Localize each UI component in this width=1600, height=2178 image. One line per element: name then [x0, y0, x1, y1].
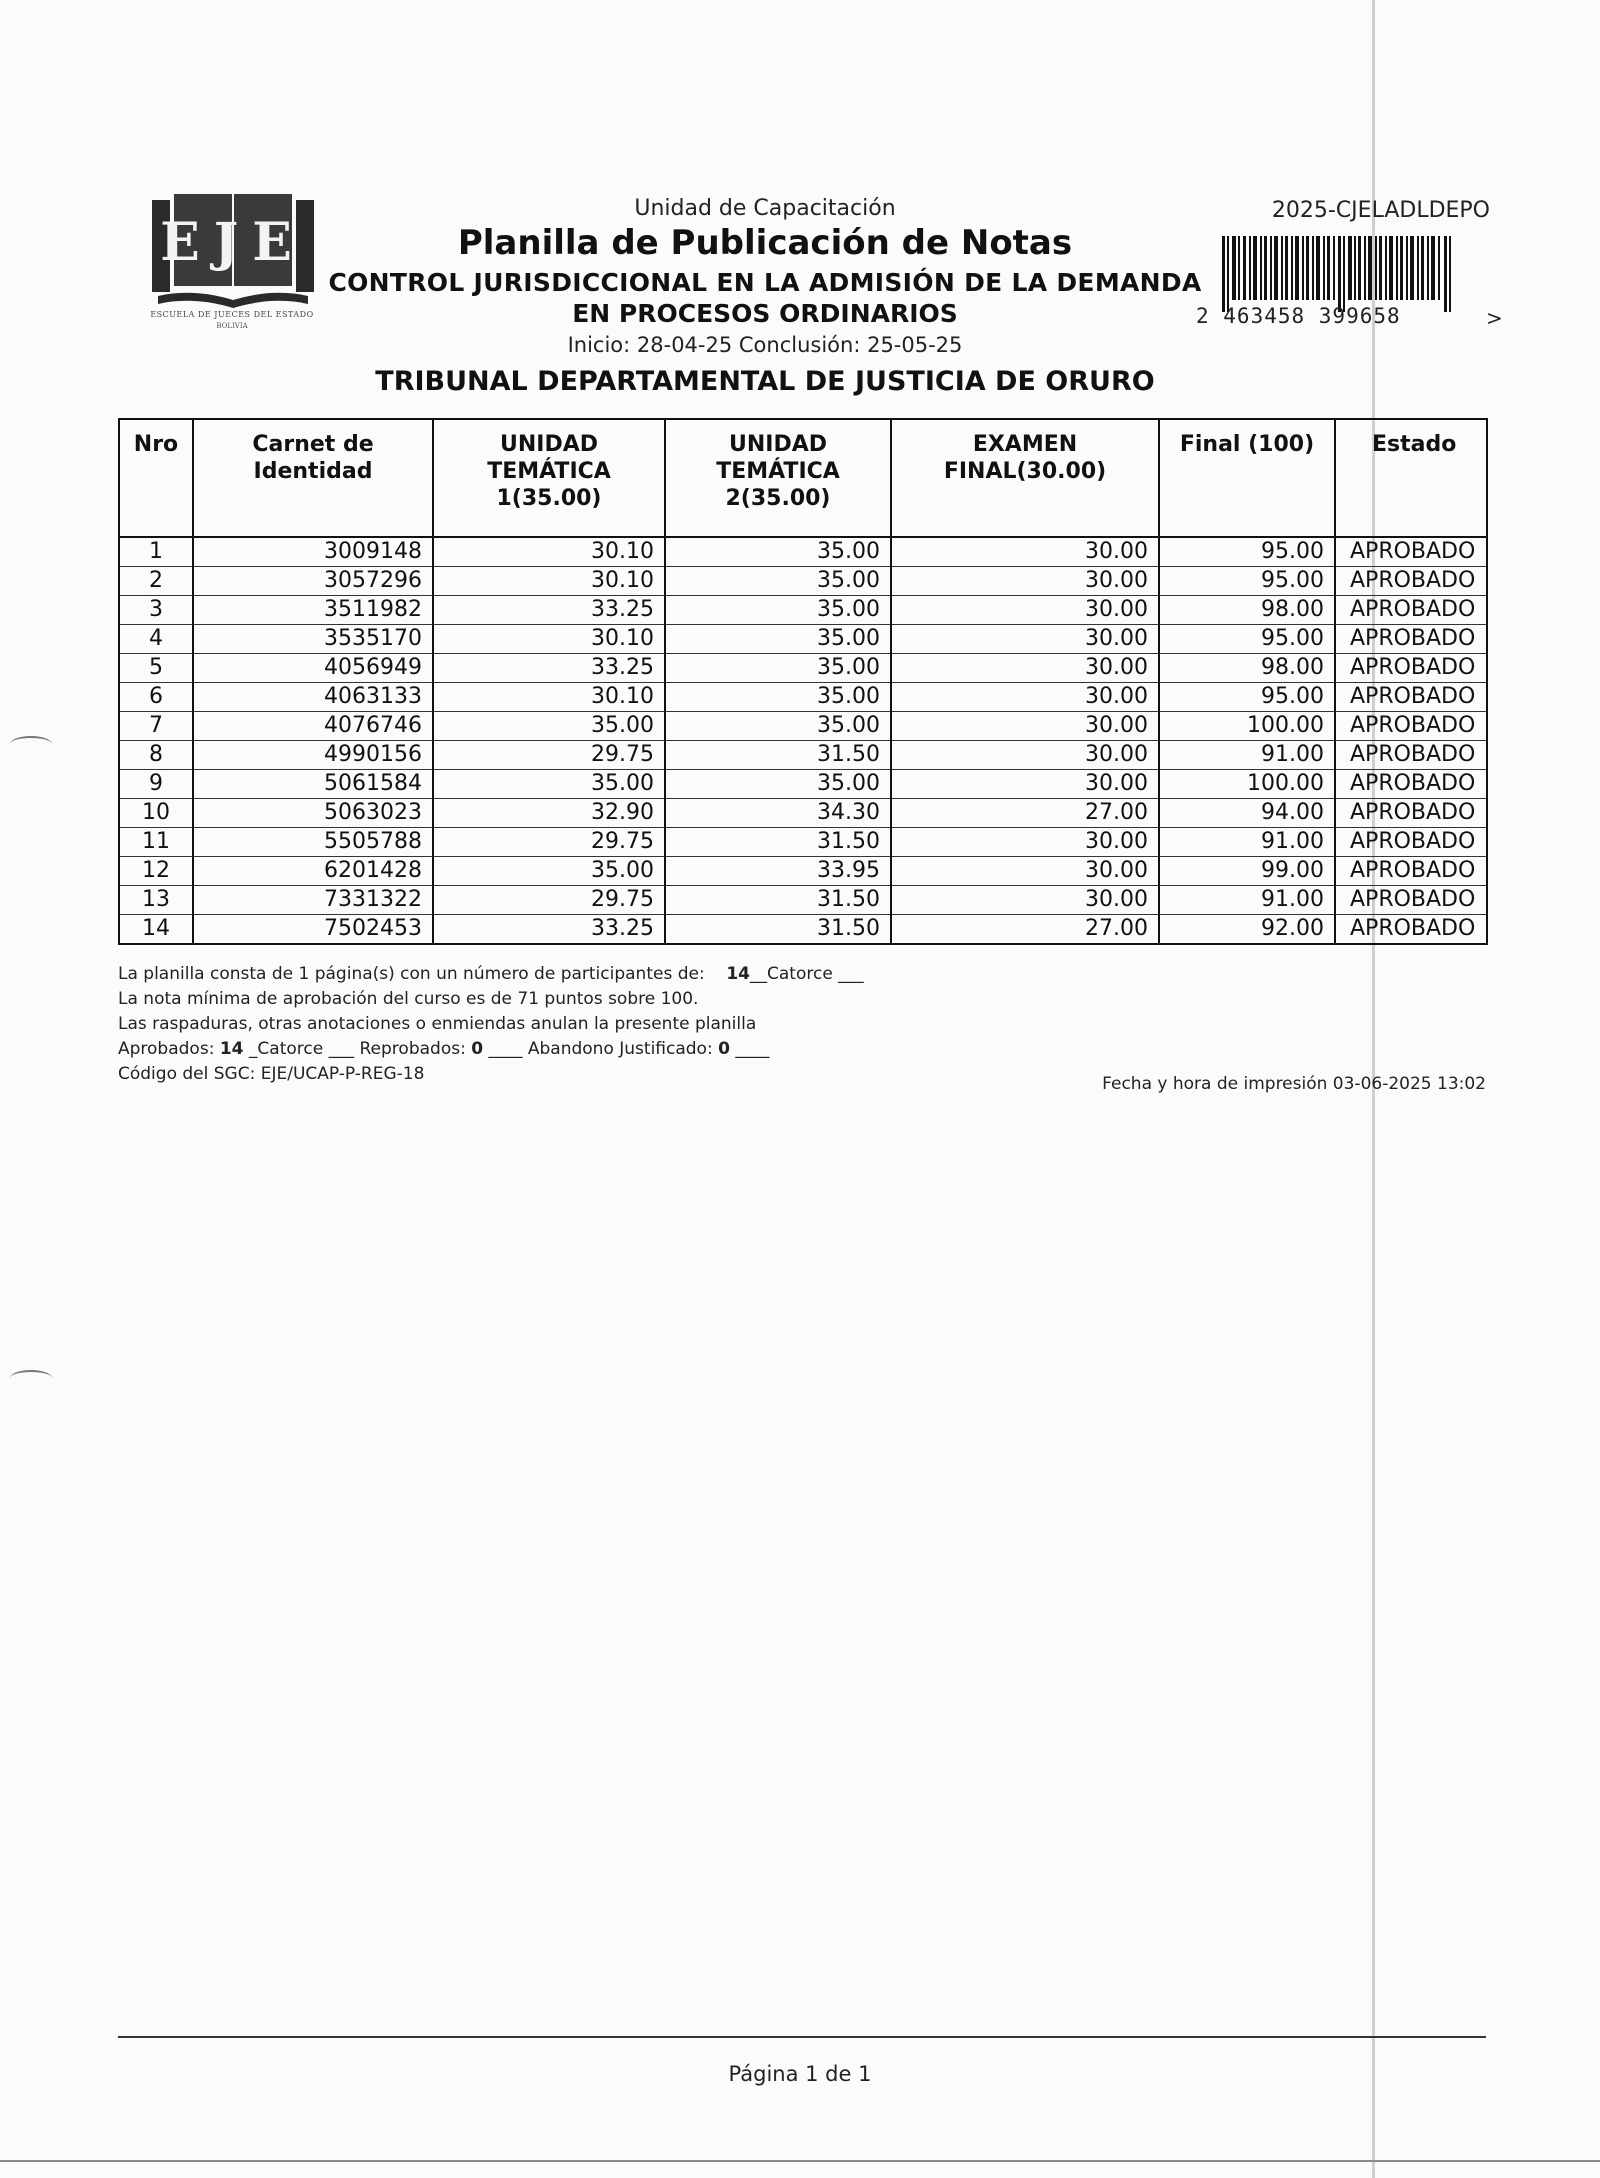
cell-carnet: 3057296	[193, 567, 433, 596]
cell-unidad-2: 35.00	[665, 683, 891, 712]
table-row	[119, 857, 1487, 886]
participants-note: La planilla consta de 1 página(s) con un número de participantes de: 14__Catorce ___	[118, 964, 864, 984]
cell-estado: APROBADO	[1335, 770, 1487, 799]
table-row	[119, 770, 1487, 799]
table-row	[119, 741, 1487, 770]
cell-estado: APROBADO	[1335, 625, 1487, 654]
aprobados-label: Aprobados:	[118, 1039, 215, 1059]
cell-carnet: 3009148	[193, 537, 433, 567]
cell-unidad-2: 35.00	[665, 567, 891, 596]
cell-estado: APROBADO	[1335, 828, 1487, 857]
cell-nro: 4	[119, 625, 193, 654]
cell-final: 91.00	[1159, 741, 1335, 770]
cell-examen: 30.00	[891, 596, 1159, 625]
tribunal-name: TRIBUNAL DEPARTAMENTAL DE JUSTICIA DE ORURO	[375, 366, 1155, 397]
cell-carnet: 4063133	[193, 683, 433, 712]
cell-unidad-1: 35.00	[433, 770, 665, 799]
cell-examen: 30.00	[891, 683, 1159, 712]
cell-carnet: 4056949	[193, 654, 433, 683]
cell-unidad-1: 30.10	[433, 625, 665, 654]
table-row	[119, 654, 1487, 683]
course-title-line2: EN PROCESOS ORDINARIOS	[572, 299, 958, 328]
cell-carnet: 3535170	[193, 625, 433, 654]
page-title: Planilla de Publicación de Notas	[457, 223, 1073, 263]
cell-nro: 1	[119, 537, 193, 567]
course-dates: Inicio: 28-04-25 Conclusión: 25-05-25	[567, 333, 963, 357]
cell-carnet: 5063023	[193, 799, 433, 828]
cell-nro: 11	[119, 828, 193, 857]
cell-unidad-1: 33.25	[433, 596, 665, 625]
table-row	[119, 537, 1487, 567]
cell-examen: 30.00	[891, 886, 1159, 915]
cell-final: 100.00	[1159, 770, 1335, 799]
cell-final: 100.00	[1159, 712, 1335, 741]
col-header-nro: Nro	[119, 419, 193, 537]
cell-unidad-2: 33.95	[665, 857, 891, 886]
minimum-grade-note: La nota mínima de aprobación del curso es de 71 puntos sobre 100.	[118, 989, 699, 1009]
col-header-unidad-2: UNIDAD TEMÁTICA 2(35.00)	[665, 419, 891, 537]
logo-motto: ESCUELA DE JUECES DEL ESTADO	[150, 310, 314, 319]
cell-final: 92.00	[1159, 915, 1335, 945]
cell-unidad-2: 35.00	[665, 596, 891, 625]
cell-unidad-1: 30.10	[433, 537, 665, 567]
table-header-row	[119, 419, 1487, 537]
cell-final: 94.00	[1159, 799, 1335, 828]
participants-count: 14	[726, 964, 750, 984]
cell-nro: 8	[119, 741, 193, 770]
cell-unidad-1: 35.00	[433, 712, 665, 741]
cell-estado: APROBADO	[1335, 712, 1487, 741]
cell-carnet: 7331322	[193, 886, 433, 915]
table-row	[119, 567, 1487, 596]
cell-final: 95.00	[1159, 683, 1335, 712]
participants-note-text: La planilla consta de 1 página(s) con un número de participantes de:	[118, 964, 705, 984]
cell-carnet: 6201428	[193, 857, 433, 886]
cell-examen: 30.00	[891, 770, 1159, 799]
col-header-carnet: Carnet de Identidad	[193, 419, 433, 537]
cell-nro: 7	[119, 712, 193, 741]
cell-unidad-2: 31.50	[665, 828, 891, 857]
cell-unidad-2: 35.00	[665, 654, 891, 683]
cell-examen: 30.00	[891, 857, 1159, 886]
col-header-estado: Estado	[1335, 419, 1487, 537]
table-row	[119, 886, 1487, 915]
punch-hole-mark	[10, 1370, 52, 1386]
cell-estado: APROBADO	[1335, 683, 1487, 712]
cell-examen: 30.00	[891, 625, 1159, 654]
cell-examen: 30.00	[891, 712, 1159, 741]
cell-unidad-1: 33.25	[433, 915, 665, 945]
cell-carnet: 7502453	[193, 915, 433, 945]
cell-estado: APROBADO	[1335, 915, 1487, 945]
cell-examen: 30.00	[891, 741, 1159, 770]
participants-count-word: Catorce	[767, 964, 833, 984]
cell-final: 98.00	[1159, 654, 1335, 683]
cell-estado: APROBADO	[1335, 654, 1487, 683]
cell-final: 99.00	[1159, 857, 1335, 886]
aprobados-word: Catorce	[257, 1039, 324, 1059]
cell-unidad-1: 29.75	[433, 741, 665, 770]
footer-divider	[118, 2036, 1486, 2038]
cell-unidad-1: 32.90	[433, 799, 665, 828]
cell-unidad-2: 31.50	[665, 915, 891, 945]
cell-carnet: 4990156	[193, 741, 433, 770]
print-date: Fecha y hora de impresión 03-06-2025 13:02	[1102, 1074, 1486, 1094]
cell-final: 95.00	[1159, 537, 1335, 567]
cell-unidad-2: 31.50	[665, 886, 891, 915]
cell-unidad-2: 35.00	[665, 537, 891, 567]
cell-carnet: 5505788	[193, 828, 433, 857]
cell-unidad-2: 35.00	[665, 625, 891, 654]
col-header-examen: EXAMEN FINAL(30.00)	[891, 419, 1159, 537]
reprobados-label: Reprobados:	[359, 1039, 466, 1059]
cell-final: 98.00	[1159, 596, 1335, 625]
cell-unidad-1: 35.00	[433, 857, 665, 886]
cell-unidad-1: 29.75	[433, 828, 665, 857]
cell-examen: 30.00	[891, 828, 1159, 857]
cell-nro: 5	[119, 654, 193, 683]
cell-nro: 9	[119, 770, 193, 799]
cell-estado: APROBADO	[1335, 741, 1487, 770]
cell-estado: APROBADO	[1335, 799, 1487, 828]
sgc-code: Código del SGC: EJE/UCAP-P-REG-18	[118, 1064, 425, 1084]
cell-unidad-2: 35.00	[665, 770, 891, 799]
table-row	[119, 625, 1487, 654]
table-row	[119, 828, 1487, 857]
reprobados-count: 0	[471, 1039, 484, 1059]
cell-nro: 12	[119, 857, 193, 886]
table-row	[119, 915, 1487, 945]
cell-unidad-1: 29.75	[433, 886, 665, 915]
cell-unidad-2: 31.50	[665, 741, 891, 770]
cell-carnet: 4076746	[193, 712, 433, 741]
page-number: Página 1 de 1	[728, 2062, 872, 2086]
cell-carnet: 5061584	[193, 770, 433, 799]
grades-table-body	[119, 537, 1487, 944]
table-row	[119, 596, 1487, 625]
logo-letters: EJE	[160, 212, 306, 273]
cell-examen: 30.00	[891, 567, 1159, 596]
cell-examen: 30.00	[891, 654, 1159, 683]
cell-nro: 14	[119, 915, 193, 945]
table-row	[119, 799, 1487, 828]
cell-examen: 30.00	[891, 537, 1159, 567]
abandono-count: 0	[718, 1039, 730, 1059]
cell-final: 95.00	[1159, 567, 1335, 596]
cell-final: 95.00	[1159, 625, 1335, 654]
erasure-note: Las raspaduras, otras anotaciones o enmiendas anulan la presente planilla	[118, 1014, 757, 1034]
cell-estado: APROBADO	[1335, 596, 1487, 625]
barcode-arrow: >	[1486, 306, 1503, 330]
cell-estado: APROBADO	[1335, 886, 1487, 915]
course-code: 2025-CJELADLDEPO	[1271, 198, 1490, 223]
grades-table	[118, 418, 1488, 945]
cell-final: 91.00	[1159, 886, 1335, 915]
table-row	[119, 683, 1487, 712]
cell-examen: 27.00	[891, 799, 1159, 828]
cell-examen: 27.00	[891, 915, 1159, 945]
cell-final: 91.00	[1159, 828, 1335, 857]
cell-estado: APROBADO	[1335, 567, 1487, 596]
cell-unidad-1: 33.25	[433, 654, 665, 683]
barcode-number: 2 463458 399658	[1196, 304, 1401, 328]
course-title-line1: CONTROL JURISDICCIONAL EN LA ADMISIÓN DE LA DEMANDA	[328, 268, 1202, 297]
cell-nro: 10	[119, 799, 193, 828]
aprobados-count: 14	[219, 1039, 244, 1059]
results-summary: Aprobados: 14 _Catorce ___ Reprobados: 0 ____ Abandono Justificado: 0 ____	[118, 1039, 770, 1059]
cell-estado: APROBADO	[1335, 857, 1487, 886]
cell-nro: 6	[119, 683, 193, 712]
cell-nro: 2	[119, 567, 193, 596]
unit-name: Unidad de Capacitación	[634, 196, 896, 221]
cell-nro: 13	[119, 886, 193, 915]
cell-unidad-1: 30.10	[433, 683, 665, 712]
logo-subtitle: BOLIVIA	[216, 322, 248, 330]
barcode	[1222, 236, 1462, 312]
abandono-label: Abandono Justificado:	[527, 1039, 713, 1059]
cell-nro: 3	[119, 596, 193, 625]
punch-hole-mark	[10, 736, 52, 752]
cell-unidad-2: 34.30	[665, 799, 891, 828]
col-header-unidad-1: UNIDAD TEMÁTICA 1(35.00)	[433, 419, 665, 537]
cell-estado: APROBADO	[1335, 537, 1487, 567]
col-header-final: Final (100)	[1159, 419, 1335, 537]
cell-carnet: 3511982	[193, 596, 433, 625]
cell-unidad-1: 30.10	[433, 567, 665, 596]
table-row	[119, 712, 1487, 741]
page-edge-line	[0, 2160, 1600, 2162]
cell-unidad-2: 35.00	[665, 712, 891, 741]
